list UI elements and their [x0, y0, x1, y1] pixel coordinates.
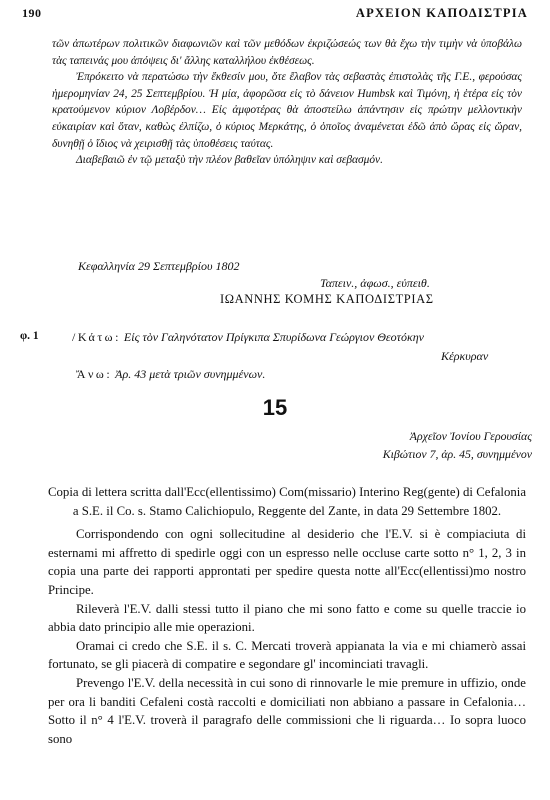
address-text: Εἰς τὸν Γαληνότατον Πρίγκιπα Σπυρίδωνα Γεώργιον Θεοτόκην — [120, 330, 424, 344]
closing-formula: Ταπειν., ἀφωσ., εὐπειθ. — [320, 276, 430, 290]
greek-paragraph: Ἐπρόκειτο νὰ περατώσω τὴν ἔκθεσίν μου, ὅτε ἔλαβον τὰς σεβαστὰς ἐπιστολὰς τῆς Γ.Ε., φερούσας ἡμερομηνίαν 24, 25 Σεπτεμβρίου. Ἡ μία, ἀφορῶσα εἰς τὸ δάνειον Humbsk καὶ Τιμόνη, ἡ ἑτέρα εἰς τὸν κρατούμενον κύριον Λοβέρδον… Εἰς ἀμφοτέρας θὰ ἀποστείλω ἀπάντησιν εἰς πρώτην μελλοντικὴν εὐκαιρίαν καὶ ὅταν, καθὼς ἐλπίζω, ὁ κύριος Μερκάτης, ὁ ὁποῖος ἀναμένεται ἐδῶ ἀπὸ ὥρας εἰς ὥραν, δυνηθῇ ὁ ἴδιος νὰ χειρισθῇ τὰς ὑποθέσεις ταύτας. — [52, 71, 522, 150]
italian-letter-body — [48, 483, 526, 748]
italian-heading: Copia di lettera scritta dall'Ecc(ellentissimo) Com(missario) Interino Reg(gente) di Cefalonia a S.E. il Co. s. Stamo Calichiopulo, Reggente del Zante, in data 29 Settembre 1802. — [48, 485, 526, 518]
greek-paragraph: τῶν ἀπωτέρων πολιτικῶν διαφωνιῶν καὶ τῶν μεθόδων ἐκριζώσεώς των θὰ ἔχω τὴν τιμὴν νὰ ὑποβάλω τὰς ταπεινάς μου ἀπόψεις δι' ἄλλης καταλλήλου ἐκθέσεως. — [52, 38, 522, 67]
place-date: Κεφαλληνία 29 Σεπτεμβρίου 1802 — [78, 259, 240, 273]
archive-reference: Ἀρχεῖον Ἰονίου Γερουσίας — [409, 429, 532, 443]
greek-letter-body — [52, 36, 522, 169]
above-prefix: Ἄνω: — [76, 367, 113, 381]
archive-box-reference: Κιβώτιον 7, ἀρ. 45, συνημμένον — [382, 447, 532, 461]
address-note — [72, 330, 424, 345]
signature: ΙΩΑΝΝΗΣ ΚΟΜΗΣ ΚΑΠΟΔΙΣΤΡΙΑΣ — [220, 292, 434, 306]
above-note — [76, 367, 265, 382]
running-title: ΑΡΧΕΙΟΝ ΚΑΠΟΔΙΣΤΡΙΑ — [355, 6, 528, 20]
italian-paragraph: Rileverà l'E.V. dalli stessi tutto il piano che mi sono fatto e come su quelle traccie io abbia dato principio alle mie operazioni. — [48, 601, 526, 635]
address-prefix: /Κάτω: — [72, 330, 121, 344]
document-number: 15 — [262, 395, 288, 420]
address-place: Κέρκυραν — [441, 349, 489, 363]
above-text: Ἀρ. 43 μετὰ τριῶν συνημμένων. — [112, 367, 266, 381]
italian-paragraph: Oramai ci credo che S.E. il s. C. Mercati troverà appianata la via e mi chiamerò assai fortunato, se gli piacerà di compatire e segondare gl' incominciati travagli. — [48, 638, 526, 672]
italian-paragraph: Corrispondendo con ogni sollecitudine al desiderio che l'E.V. si è compiaciuta di esternami mi affretto di spedirle oggi con un espresso nelle occluse carte sotto n° 1, 2, 3 in copia una parte dei rapporti approntati per spedire questa notte all'Ecc(ellentissi)mo nostro Principe. — [48, 527, 526, 597]
folio-margin-mark: φ. 1 — [20, 330, 39, 342]
page-number: 190 — [22, 6, 42, 20]
running-header — [22, 6, 528, 22]
italian-paragraph: Prevengo l'E.V. della necessità in cui sono di rinnovarle le mie premure in uffizio, onde per ora li banditi Cefaleni costà raccolti e domiciliati non abbiano a passare in Cefalonia… Sotto il n° 4 l'E.V. troverà il paragrafo delle commissioni che li riguarda… Io sopra luoco sono — [48, 675, 526, 746]
greek-paragraph: Διαβεβαιῶ ἐν τῷ μεταξὺ τὴν πλέον βαθεῖαν ὑπόληψιν καὶ σεβασμόν. — [76, 154, 383, 167]
